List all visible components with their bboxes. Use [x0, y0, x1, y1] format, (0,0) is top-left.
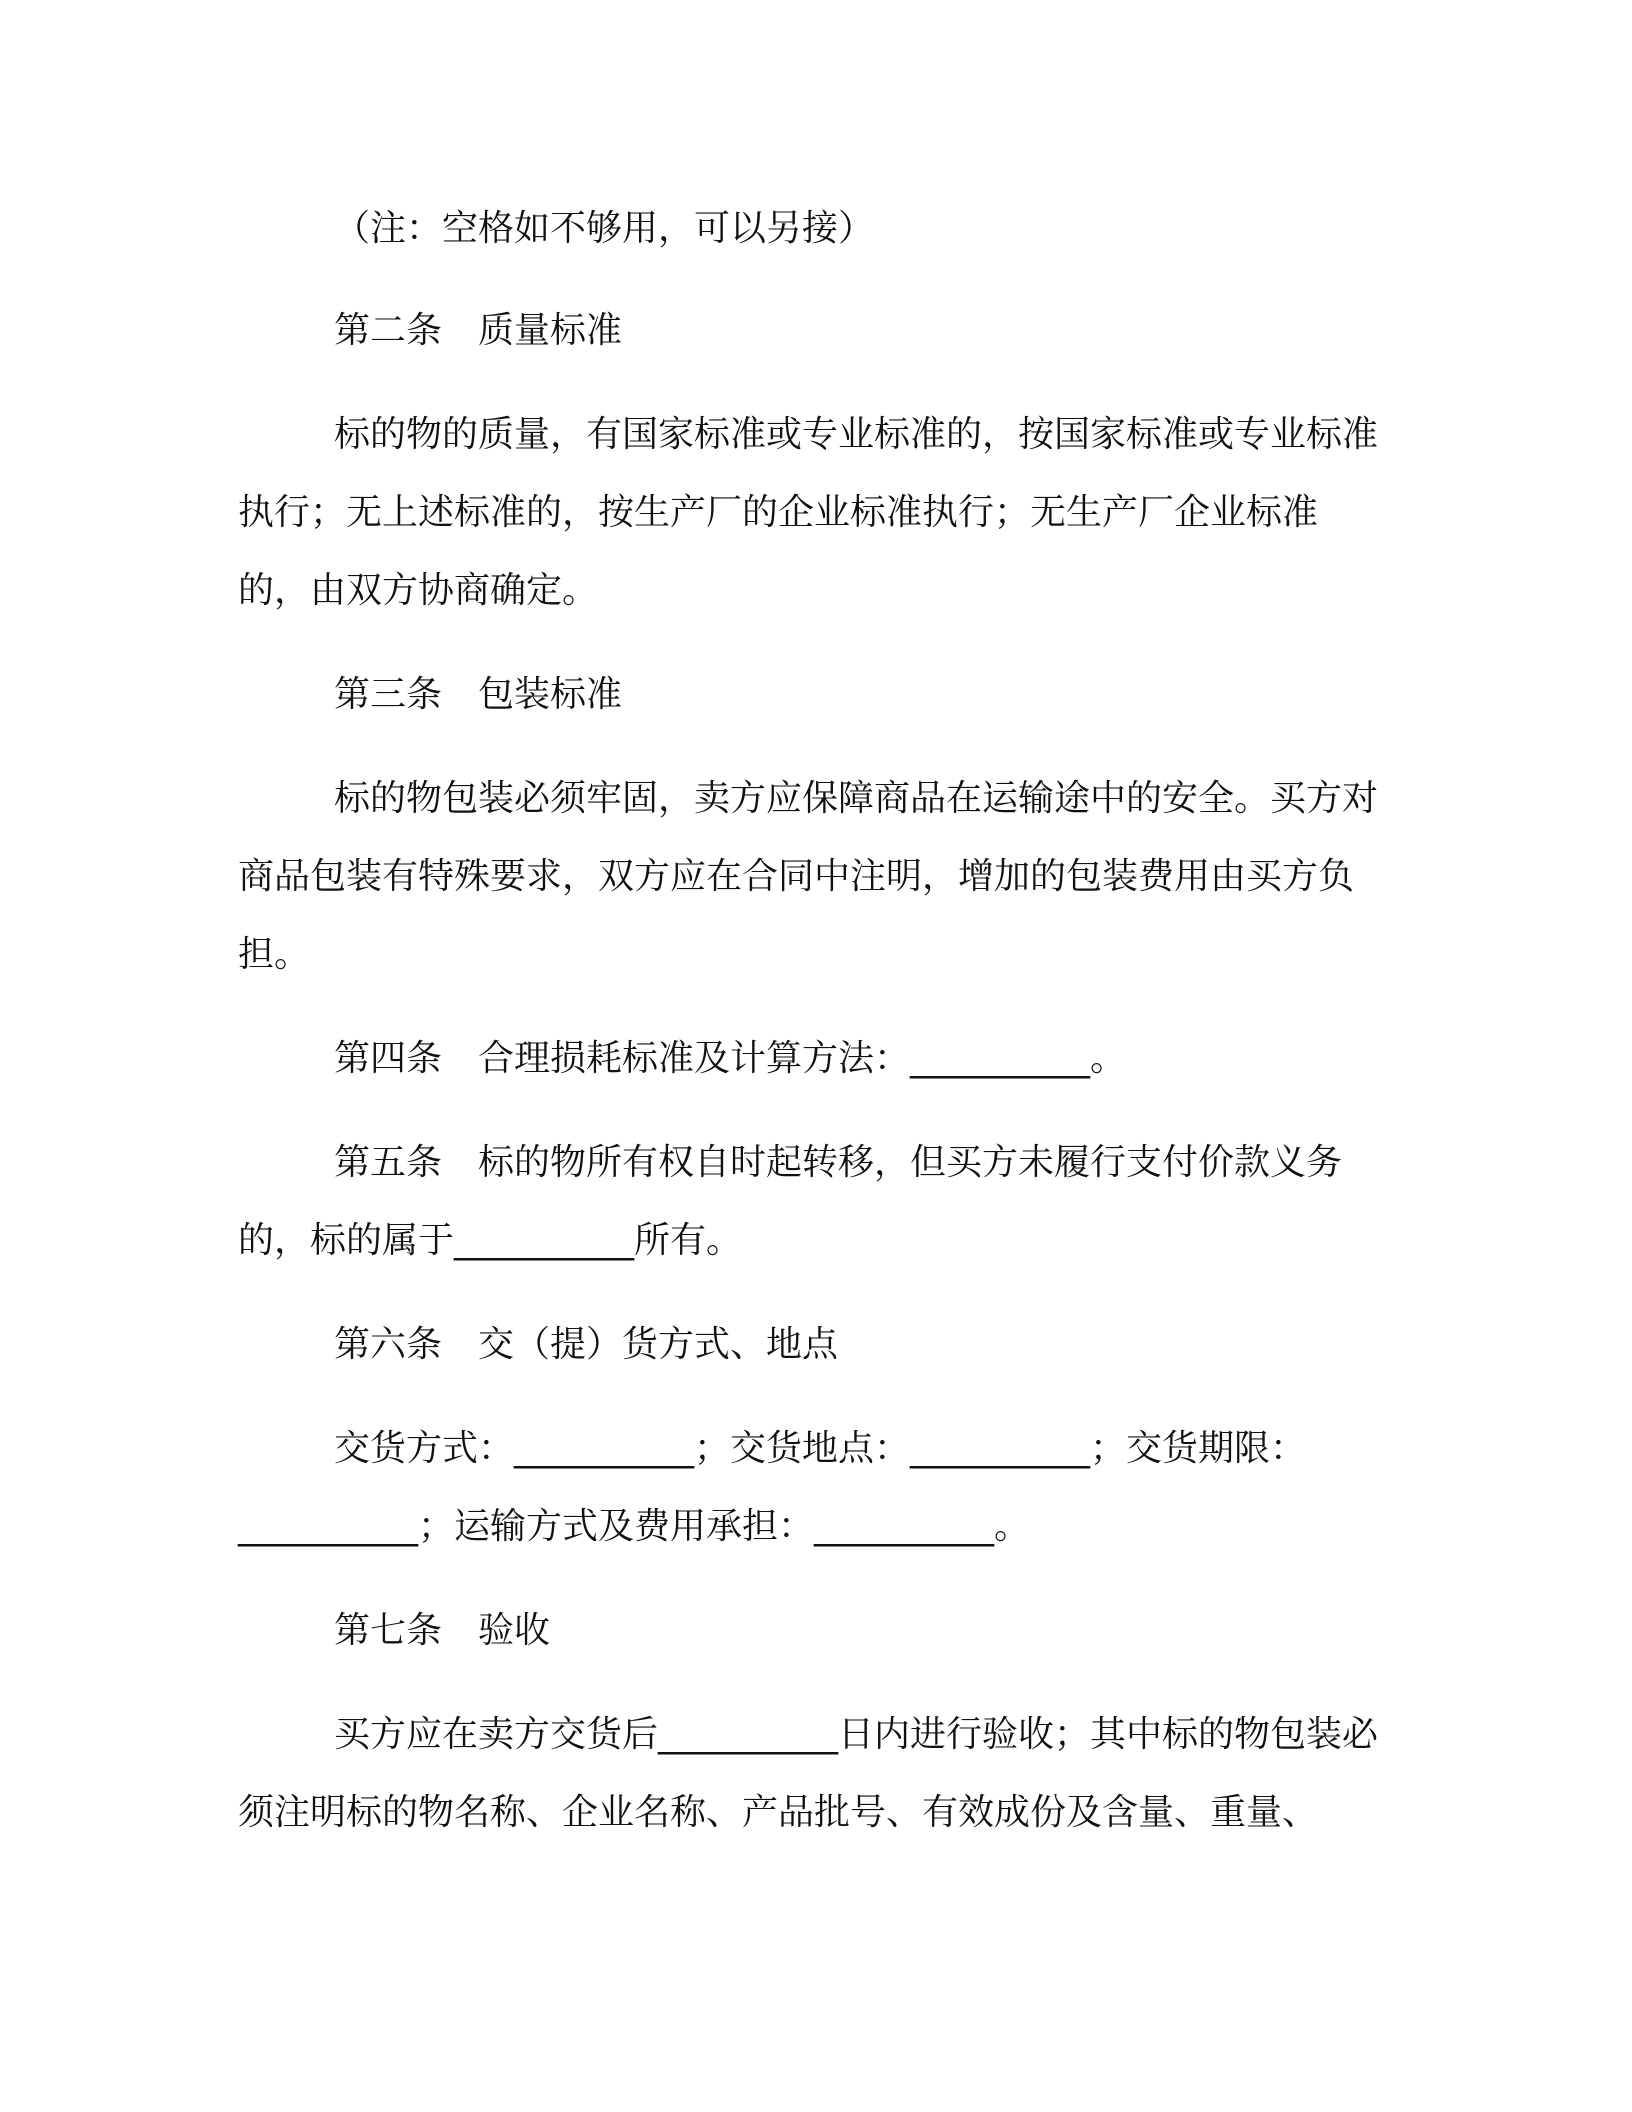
spacer — [238, 1098, 1378, 1124]
article-5-paragraph: 第五条 标的物所有权自时起转移，但买方未履行支付价款义务的，标的属于__________所有。 — [238, 1142, 1343, 1261]
spacer — [238, 1384, 1378, 1410]
spacer — [238, 1566, 1378, 1592]
article-6-body: 交货方式：__________；交货地点：__________；交货期限：__________；运输方式及费用承担：__________。 — [238, 1428, 1307, 1547]
article-7-heading: 第七条 验收 — [334, 1610, 551, 1651]
article-2-heading: 第二条 质量标准 — [334, 310, 623, 351]
spacer — [238, 370, 1378, 396]
article-2-body: 标的物的质量，有国家标准或专业标准的，按国家标准或专业标准执行；无上述标准的，按生产厂的企业标准执行；无生产厂企业标准的，由双方协商确定。 — [238, 414, 1379, 611]
spacer — [238, 630, 1378, 656]
document-body — [238, 190, 1378, 1852]
article-3-heading: 第三条 包装标准 — [334, 674, 623, 715]
spacer — [238, 734, 1378, 760]
spacer — [238, 994, 1378, 1020]
article-3-body: 标的物包装必须牢固，卖方应保障商品在运输途中的安全。买方对商品包装有特殊要求，双方应在合同中注明，增加的包装费用由买方负担。 — [238, 778, 1379, 975]
article-4-paragraph: 第四条 合理损耗标准及计算方法：__________。 — [334, 1038, 1127, 1079]
spacer — [238, 268, 1378, 292]
note-paragraph: （注：空格如不够用，可以另接） — [334, 208, 875, 249]
article-7-body: 买方应在卖方交货后__________日内进行验收；其中标的物包装必须注明标的物名称、企业名称、产品批号、有效成份及含量、重量、 — [238, 1714, 1379, 1833]
spacer — [238, 1280, 1378, 1306]
article-6-heading: 第六条 交（提）货方式、地点 — [334, 1324, 839, 1365]
spacer — [238, 1670, 1378, 1696]
